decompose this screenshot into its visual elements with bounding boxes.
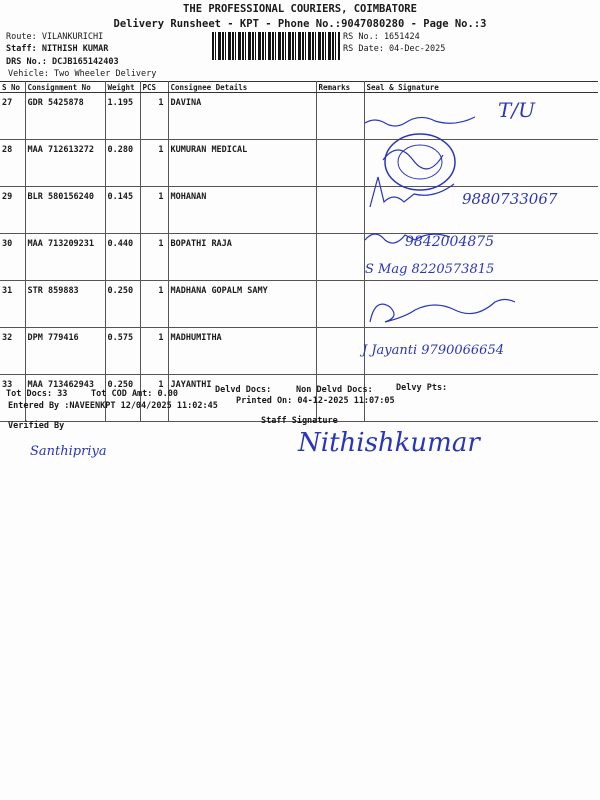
col-consignee: Consignee Details: [168, 82, 316, 93]
row-consignee: KUMURAN MEDICAL: [168, 140, 316, 187]
row-consignment: MAA 713462943: [25, 375, 105, 422]
handwriting-phone-29: 9880733067: [462, 190, 558, 208]
row-consignment: DPM 779416: [25, 328, 105, 375]
rs-date: RS Date: 04-Dec-2025: [343, 44, 446, 54]
company-title: THE PROFESSIONAL COURIERS, COIMBATORE: [183, 3, 417, 15]
row-pcs: 1: [140, 234, 168, 281]
signature-scribble-32: [360, 292, 530, 332]
row-pcs: 1: [140, 93, 168, 140]
row-sno: 27: [0, 93, 25, 140]
row-consignee: MOHANAN: [168, 187, 316, 234]
row-consignment: MAA 713209231: [25, 234, 105, 281]
row-pcs: 1: [140, 375, 168, 422]
row-pcs: 1: [140, 281, 168, 328]
handwriting-phone-30: 9842004875: [405, 234, 495, 250]
row-remarks: [316, 328, 364, 375]
row-remarks: [316, 140, 364, 187]
row-consignment: STR 859883: [25, 281, 105, 328]
col-pcs: PCS: [140, 82, 168, 93]
row-pcs: 1: [140, 187, 168, 234]
col-seal-signature: Seal & Signature: [364, 82, 598, 93]
verified-by-label: Verified By: [8, 421, 65, 431]
row-consignee: BOPATHI RAJA: [168, 234, 316, 281]
row-consignment: MAA 712613272: [25, 140, 105, 187]
printed-on: Printed On: 04-12-2025 11:07:05: [236, 396, 395, 406]
staff-signature-label: Staff Signature: [261, 416, 338, 426]
row-consignee: DAVINA: [168, 93, 316, 140]
entered-by: Entered By :NAVEENKPT 12/04/2025 11:02:45: [8, 401, 218, 411]
delivery-points: Delvy Pts:: [396, 383, 448, 393]
row-pcs: 1: [140, 140, 168, 187]
barcode: [212, 32, 340, 60]
col-remarks: Remarks: [316, 82, 364, 93]
row-remarks: [316, 281, 364, 328]
handwriting-row31: S Mag 8220573815: [365, 262, 495, 277]
runsheet-table: [0, 81, 598, 422]
row-weight: 0.440: [105, 234, 140, 281]
verified-signature: Santhipriya: [30, 444, 107, 459]
route-label: Route: VILANKURICHI: [6, 32, 104, 42]
row-remarks: [316, 93, 364, 140]
row-consignment: BLR 580156240: [25, 187, 105, 234]
row-sno: 31: [0, 281, 25, 328]
row-sno: 29: [0, 187, 25, 234]
drs-number: DRS No.: DCJB165142403: [6, 57, 119, 67]
runsheet-subtitle: Delivery Runsheet - KPT - Phone No.:9047080280 - Page No.:3: [113, 18, 487, 30]
row-consignee: MADHUMITHA: [168, 328, 316, 375]
row-signature: [364, 375, 598, 422]
row-sno: 33: [0, 375, 25, 422]
row-weight: 1.195: [105, 93, 140, 140]
vehicle-label: Vehicle: Two Wheeler Delivery: [8, 69, 157, 79]
total-docs: Tot Docs: 33: [6, 389, 68, 399]
row-consignee: MADHANA GOPALM SAMY: [168, 281, 316, 328]
handwriting-row33: J Jayanti 9790066654: [362, 343, 504, 358]
row-weight: 0.250: [105, 281, 140, 328]
col-weight: Weight: [105, 82, 140, 93]
row-sno: 30: [0, 234, 25, 281]
row-weight: 0.280: [105, 140, 140, 187]
rs-number: RS No.: 1651424: [343, 32, 420, 42]
row-consignee: JAYANTHI: [168, 375, 316, 422]
total-cod-amount: Tot COD Amt: 0.00: [91, 389, 178, 399]
row-weight: 0.145: [105, 187, 140, 234]
non-delivered-docs: Non Delvd Docs:: [296, 385, 373, 395]
row-weight: 0.250: [105, 375, 140, 422]
staff-label: Staff: NITHISH KUMAR: [6, 44, 109, 54]
row-sno: 32: [0, 328, 25, 375]
col-consignment: Consignment No: [25, 82, 105, 93]
row-weight: 0.575: [105, 328, 140, 375]
row-remarks: [316, 234, 364, 281]
table-header-row: [0, 82, 598, 93]
delivered-docs: Delvd Docs:: [215, 385, 272, 395]
row-sno: 28: [0, 140, 25, 187]
staff-signature: Nithishkumar: [298, 428, 480, 458]
handwriting-tu: T/U: [498, 98, 535, 122]
col-sno: S No: [0, 82, 25, 93]
row-consignment: GDR 5425878: [25, 93, 105, 140]
table-row: [0, 140, 598, 187]
row-pcs: 1: [140, 328, 168, 375]
row-remarks: [316, 187, 364, 234]
